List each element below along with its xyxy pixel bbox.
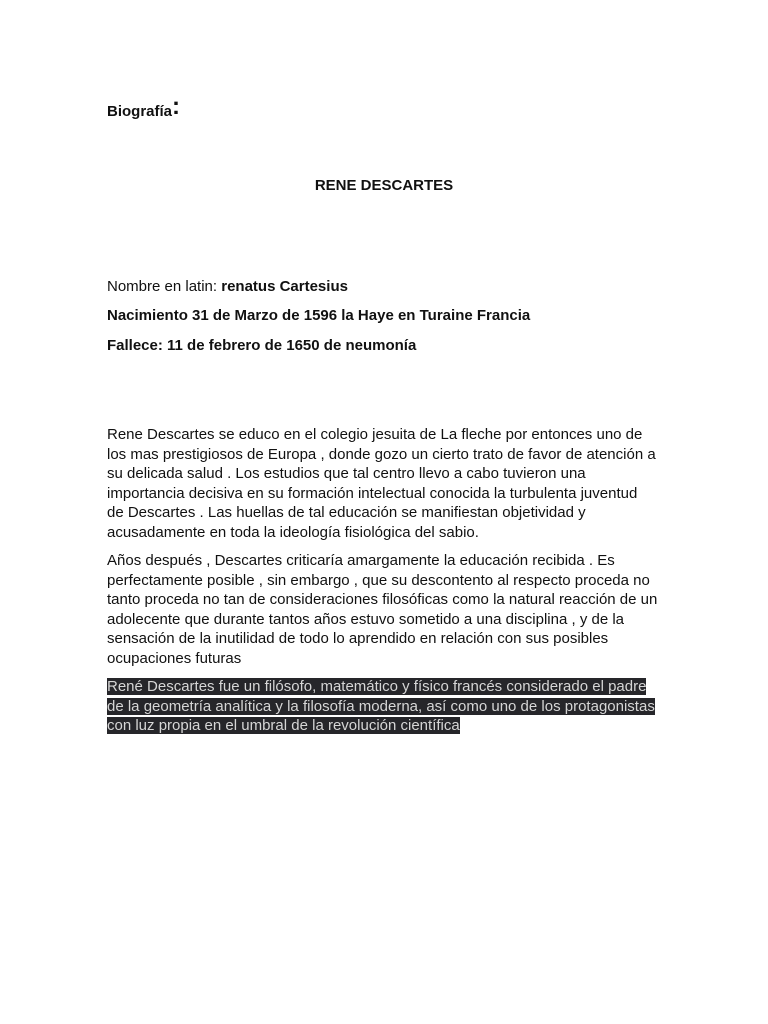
highlighted-text: con luz propia en el umbral de la revolución científica [107, 717, 460, 734]
paragraph-line [107, 677, 667, 697]
paragraph-line: importancia decisiva en su formación intelectual conocida la turbulenta juventud [107, 484, 638, 502]
paragraph-line: los mas prestigiosos de Europa , donde gozo un cierto trato de favor de atención a [107, 445, 656, 463]
document-title: RENE DESCARTES [314, 177, 454, 194]
biography-heading [107, 94, 180, 127]
paragraph-line [107, 716, 667, 736]
paragraph-line: ocupaciones futuras [107, 649, 242, 667]
latin-name-line [107, 277, 348, 297]
latin-name-label: Nombre en latin: [107, 278, 222, 295]
paragraph-line: de Descartes . Las huellas de tal educación se manifiestan objetividad y [107, 504, 586, 521]
paragraph-education [107, 425, 667, 542]
biography-heading-colon: : [172, 93, 181, 120]
paragraph-line: adolecente que durante tantos años estuvo sometido a una disciplina , y de la [107, 610, 625, 628]
paragraph-line: perfectamente posible , sin embargo , que su descontento al respecto proceda no [107, 571, 650, 589]
paragraph-years-after [107, 551, 667, 668]
highlighted-text: René Descartes fue un filósofo, matemático y físico francés considerado el padre [107, 678, 647, 695]
paragraph-line: su delicada salud . Los estudios que tal centro llevo a cabo tuvieron una [107, 465, 586, 482]
paragraph-line: tanto proceda no tan de consideraciones filosóficas como la natural reacción de un [107, 591, 658, 608]
highlighted-text: de la geometría analítica y la filosofía moderna, así como uno de los protagonistas [107, 697, 655, 715]
paragraph-line [107, 697, 667, 717]
paragraph-highlighted [107, 677, 667, 736]
paragraph-line: sensación de la inutilidad de todo lo aprendido en relación con sus posibles [107, 630, 609, 647]
paragraph-line: Años después , Descartes criticaría amargamente la educación recibida . Es [107, 552, 615, 569]
death-line: Fallece: 11 de febrero de 1650 de neumonía [107, 337, 417, 354]
paragraph-line: acusadamente en toda la ideología fisiológica del sabio. [107, 523, 479, 541]
biography-heading-label: Biografía [107, 103, 173, 120]
paragraph-line: Rene Descartes se educo en el colegio jesuita de La fleche por entonces uno de [107, 426, 643, 443]
latin-name-value: renatus Cartesius [221, 278, 348, 295]
birth-line: Nacimiento 31 de Marzo de 1596 la Haye en Turaine Francia [107, 307, 531, 324]
